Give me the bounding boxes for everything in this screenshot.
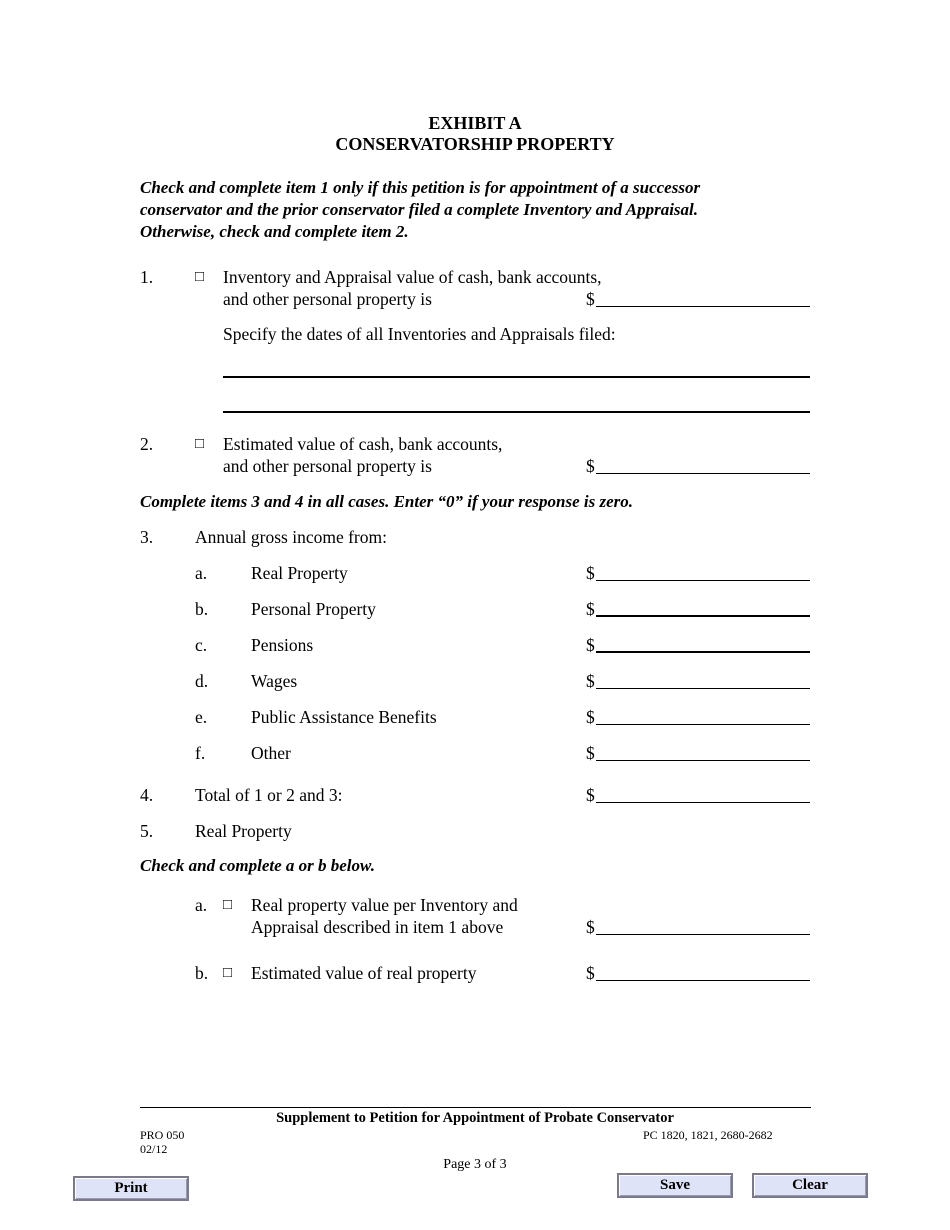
item-3b-dollar-sign: $ [586, 599, 595, 619]
item-3c-label: Pensions [251, 635, 314, 655]
item-3c-value-field[interactable] [596, 651, 810, 653]
print-button[interactable]: Print [73, 1176, 189, 1201]
instruction-line-3: Otherwise, check and complete item 2. [140, 222, 409, 241]
item-4-number: 4. [140, 785, 154, 805]
clear-button[interactable]: Clear [752, 1173, 868, 1198]
item-5a-dollar-sign: $ [586, 917, 595, 937]
item-4-dollar-sign: $ [586, 785, 595, 805]
item-1-label-line-2: and other personal property is [223, 289, 432, 309]
item-5b-dollar-sign: $ [586, 963, 595, 983]
item-3a-letter: a. [195, 563, 208, 583]
item-3e-letter: e. [195, 707, 208, 727]
item-3a-dollar-sign: $ [586, 563, 595, 583]
exhibit-title: EXHIBIT A [428, 113, 522, 133]
item-2-number: 2. [140, 434, 154, 454]
item-5-number: 5. [140, 821, 154, 841]
item-4-value-field[interactable] [596, 802, 810, 803]
item-3d-letter: d. [195, 671, 209, 691]
item-5a-value-field[interactable] [596, 934, 810, 935]
item-3b-value-field[interactable] [596, 615, 810, 617]
item-5b-label: Estimated value of real property [251, 963, 477, 983]
item-3e-label: Public Assistance Benefits [251, 707, 437, 727]
item-5b-checkbox[interactable]: □ [223, 965, 233, 981]
item-1-dollar-sign: $ [586, 289, 595, 309]
item-3a-value-field[interactable] [596, 580, 810, 581]
item-4-label: Total of 1 or 2 and 3: [195, 785, 343, 805]
footer-form-title: Supplement to Petition for Appointment of Probate Conservator [276, 1110, 674, 1126]
item-5b-value-field[interactable] [596, 980, 810, 981]
footer-page-number: Page 3 of 3 [443, 1157, 507, 1172]
item-2-dollar-sign: $ [586, 456, 595, 476]
item-3f-value-field[interactable] [596, 760, 810, 761]
item-3d-value-field[interactable] [596, 688, 810, 689]
item-2-checkbox[interactable]: □ [195, 436, 205, 452]
item-3c-dollar-sign: $ [586, 635, 595, 655]
instruction-line-2: conservator and the prior conservator filed a complete Inventory and Appraisal. [140, 200, 699, 219]
item-3f-label: Other [251, 743, 291, 763]
instruction-item-5: Check and complete a or b below. [140, 856, 375, 875]
exhibit-subtitle: CONSERVATORSHIP PROPERTY [335, 134, 615, 154]
item-1-dates-field-2[interactable] [223, 411, 810, 413]
item-3e-dollar-sign: $ [586, 707, 595, 727]
item-1-dates-field-1[interactable] [223, 376, 810, 378]
item-3f-dollar-sign: $ [586, 743, 595, 763]
item-5a-label-line-2: Appraisal described in item 1 above [251, 917, 504, 937]
item-1-checkbox[interactable]: □ [195, 269, 205, 285]
instruction-line-1: Check and complete item 1 only if this petition is for appointment of a successor [140, 178, 701, 197]
item-3c-letter: c. [195, 635, 208, 655]
footer-code-references: PC 1820, 1821, 2680-2682 [643, 1128, 773, 1142]
item-3-number: 3. [140, 527, 154, 547]
item-1-number: 1. [140, 267, 154, 287]
item-5a-letter: a. [195, 895, 208, 915]
footer-form-date: 02/12 [140, 1142, 168, 1156]
instruction-items-3-4: Complete items 3 and 4 in all cases. Enter “0” if your response is zero. [140, 492, 634, 511]
save-button[interactable]: Save [617, 1173, 733, 1198]
item-3-label: Annual gross income from: [195, 527, 387, 547]
item-5-label: Real Property [195, 821, 292, 841]
footer-form-number: PRO 050 [140, 1128, 185, 1142]
item-1-dates-label: Specify the dates of all Inventories and Appraisals filed: [223, 324, 616, 344]
item-5a-label-line-1: Real property value per Inventory and [251, 895, 518, 915]
item-3f-letter: f. [195, 743, 206, 763]
item-3d-dollar-sign: $ [586, 671, 595, 691]
item-1-value-field[interactable] [596, 306, 810, 307]
footer-divider [140, 1107, 811, 1108]
item-2-value-field[interactable] [596, 473, 810, 474]
item-3b-label: Personal Property [251, 599, 376, 619]
item-5a-checkbox[interactable]: □ [223, 897, 233, 913]
item-3e-value-field[interactable] [596, 724, 810, 725]
item-5b-letter: b. [195, 963, 209, 983]
item-2-label-line-1: Estimated value of cash, bank accounts, [223, 434, 503, 454]
item-2-label-line-2: and other personal property is [223, 456, 432, 476]
item-3a-label: Real Property [251, 563, 348, 583]
item-3b-letter: b. [195, 599, 209, 619]
item-1-label-line-1: Inventory and Appraisal value of cash, bank accounts, [223, 267, 602, 287]
item-3d-label: Wages [251, 671, 298, 691]
